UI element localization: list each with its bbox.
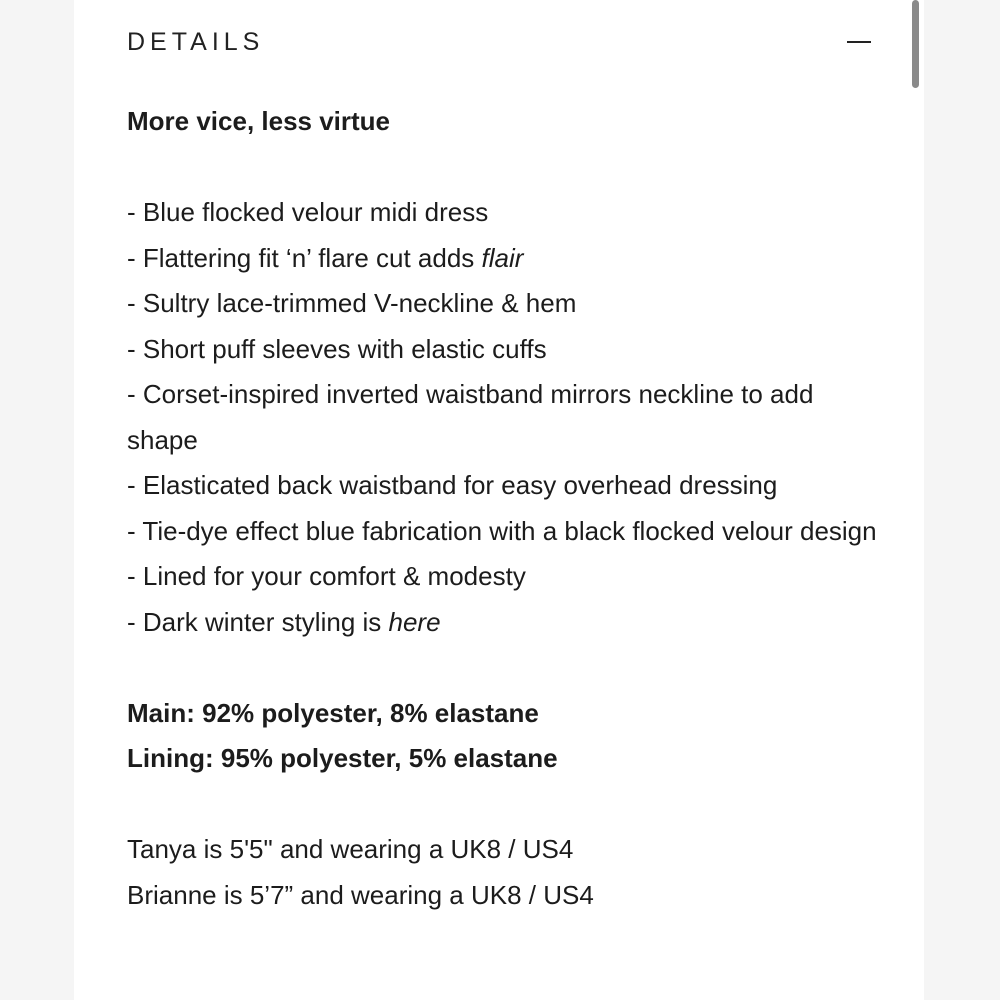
details-content [127, 99, 887, 918]
model-info: Brianne is 5’7” and wearing a UK8 / US4 [127, 879, 594, 910]
bullet-item: - Corset-inspired inverted waistband mirrors neckline to add shape [127, 379, 814, 455]
bullet-item: - Lined for your comfort & modesty [127, 561, 526, 591]
minus-icon [847, 41, 871, 43]
details-title: DETAILS [127, 28, 265, 56]
bullet-item: - Dark winter styling is here [127, 606, 441, 637]
model-info: Tanya is 5'5" and wearing a UK8 / US4 [127, 834, 574, 864]
spacer [127, 782, 887, 828]
details-accordion-header[interactable] [127, 24, 875, 60]
composition-lining: Lining: 95% polyester, 5% elastane [127, 743, 558, 773]
bullet-item: - Tie-dye effect blue fabrication with a black flocked velour design [127, 515, 877, 546]
product-details-panel [74, 0, 924, 1000]
bullet-item: - Sultry lace-trimmed V-neckline & hem [127, 288, 577, 318]
bullet-item: - Elasticated back waistband for easy overhead dressing [127, 470, 778, 500]
scrollbar-thumb[interactable] [912, 0, 919, 88]
composition-main: Main: 92% polyester, 8% elastane [127, 697, 539, 728]
bullet-item: - Blue flocked velour midi dress [127, 197, 489, 227]
spacer [127, 145, 887, 191]
bullet-item: - Flattering fit ‘n’ flare cut adds flair [127, 242, 524, 273]
spacer [127, 645, 887, 691]
scrollbar[interactable] [912, 0, 920, 1000]
bullet-item: - Short puff sleeves with elastic cuffs [127, 333, 547, 364]
collapse-button[interactable] [845, 24, 875, 60]
headline: More vice, less virtue [127, 106, 391, 136]
